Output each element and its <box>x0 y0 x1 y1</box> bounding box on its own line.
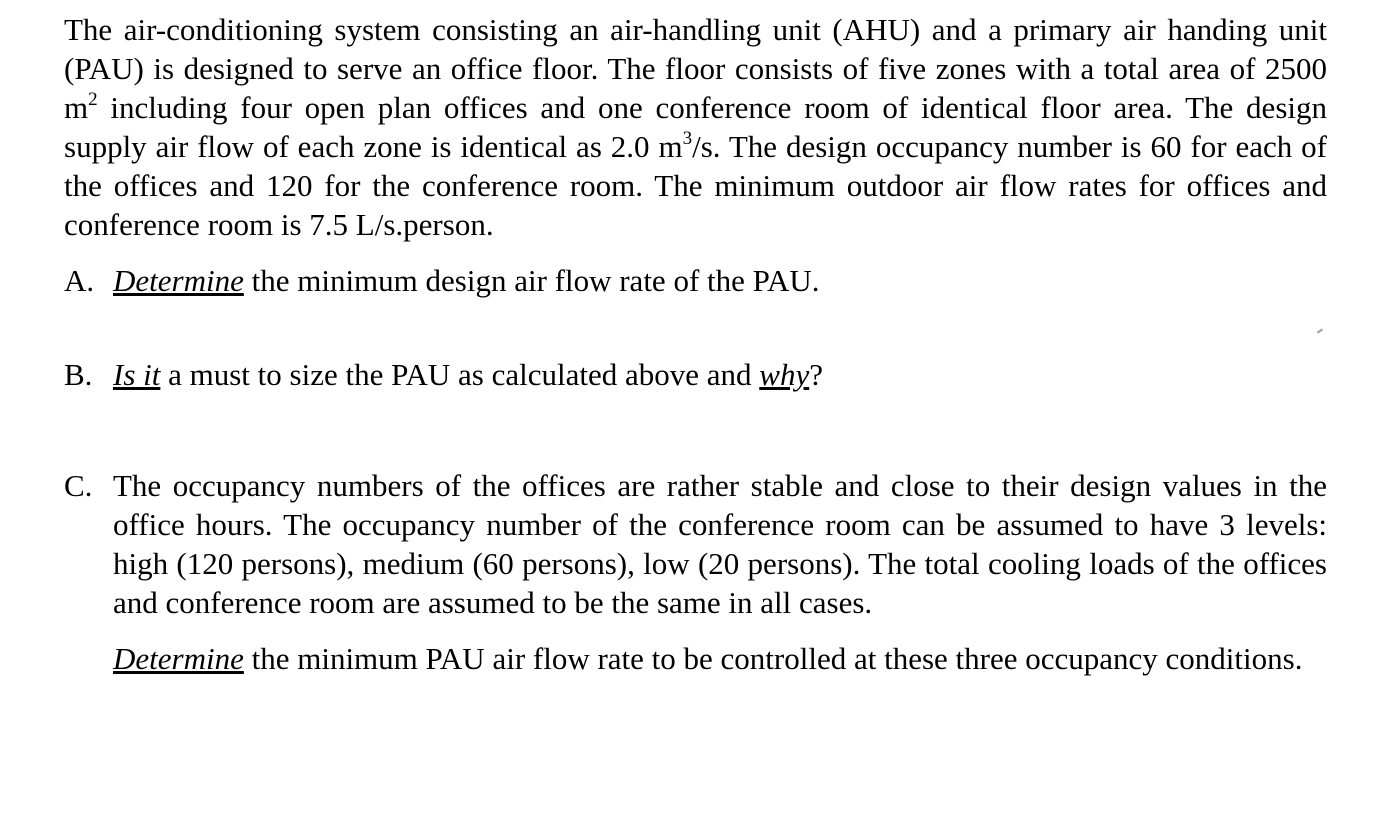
intro-text-part2: including four open plan offices and one conference room of identical floor area. The design supply air flow of each zone is identical as 2.0 m <box>64 90 1327 164</box>
flow-superscript: 3 <box>682 128 693 149</box>
question-c-emphasis: Determine <box>113 641 244 676</box>
question-b-text <box>113 355 1327 394</box>
question-a-letter: A. <box>64 263 95 298</box>
area-superscript: 2 <box>88 89 98 110</box>
question-b-emphasis-1: Is it <box>113 357 161 392</box>
question-document <box>64 10 1327 678</box>
question-b-emphasis-2: why <box>759 357 810 392</box>
question-c <box>64 466 1327 622</box>
question-b-letter: B. <box>64 357 93 392</box>
question-c-paragraph-2 <box>113 639 1327 678</box>
question-a <box>64 261 1327 300</box>
intro-text-part3: /s. The design occupancy number is 60 for each of the offices and 120 for the conference room. The minimum outdoor air flow rates for offices and conference room is 7.5 L/s.person. <box>64 129 1327 242</box>
question-a-rest: the minimum design air flow rate of the PAU. <box>243 263 820 298</box>
problem-statement <box>64 10 1327 244</box>
question-c-paragraph-1: The occupancy numbers of the offices are rather stable and close to their design values in the office hours. The occupancy number of the conference room can be assumed to have 3 levels: high (120 persons), medium (60 persons), low (20 persons). The total cooling loads of the offices and conference room are assumed to be the same in all cases. <box>113 468 1327 620</box>
question-b-end: ? <box>809 357 823 392</box>
question-b-middle: a must to size the PAU as calculated above and <box>160 357 760 392</box>
question-c-rest: the minimum PAU air flow rate to be controlled at these three occupancy conditions. <box>243 641 1303 676</box>
intro-text-part1: The air-conditioning system consisting an air-handling unit (AHU) and a primary air handing unit (PAU) is designed to serve an office floor. The floor consists of five zones with a total area of 2500 m <box>64 12 1327 125</box>
question-a-text <box>113 261 1327 300</box>
question-a-emphasis: Determine <box>113 263 244 298</box>
question-c-letter: C. <box>64 468 93 503</box>
question-b <box>64 355 1327 394</box>
